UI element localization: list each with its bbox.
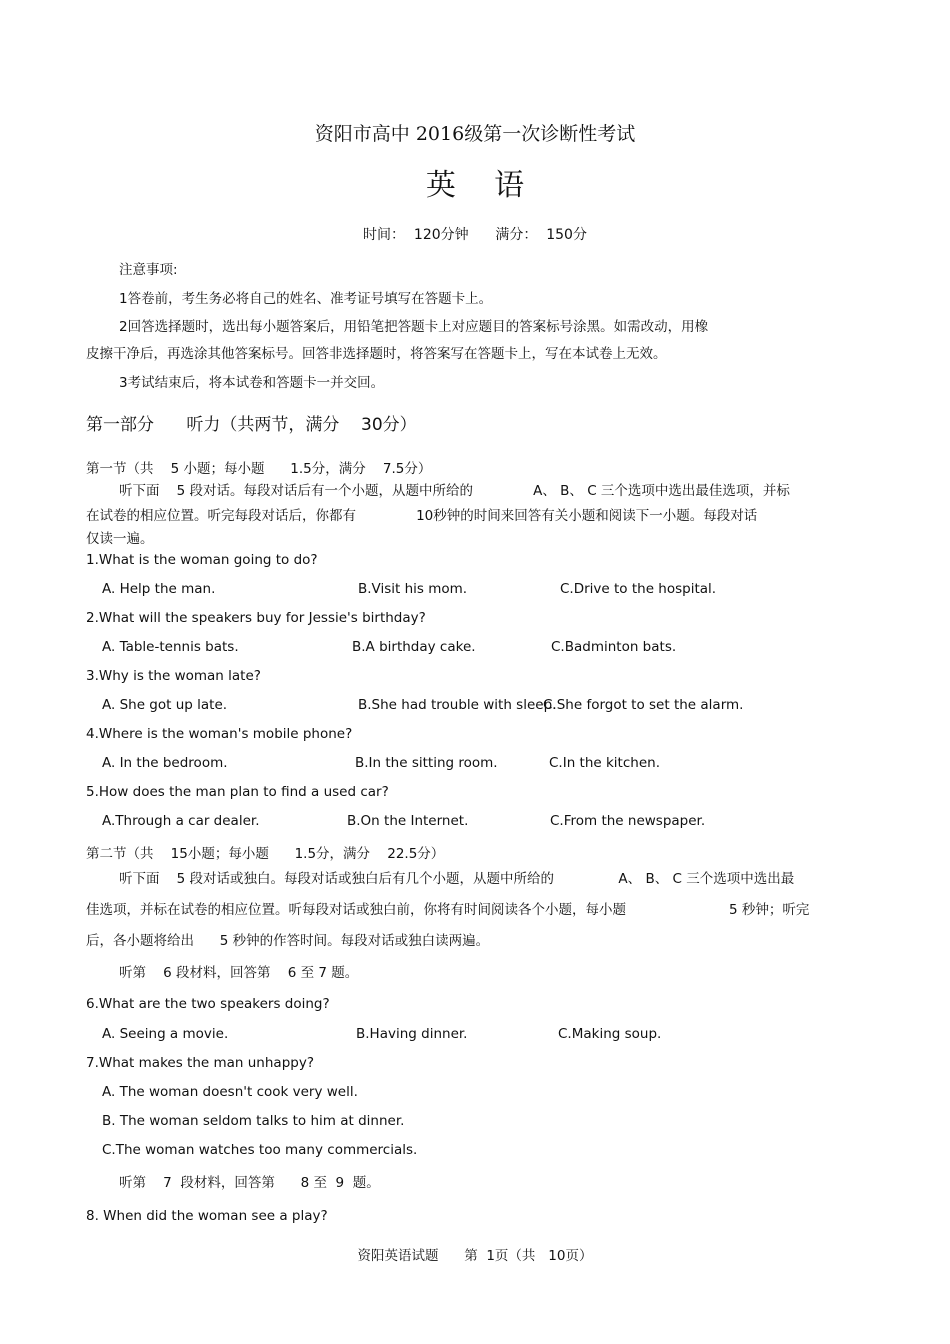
section2-title: 第二节（共 15小题；每小题 1.5分，满分 22.5分） xyxy=(86,846,445,862)
material-6-heading: 听第 6 段材料，回答第 6 至 7 题。 xyxy=(119,965,359,981)
q1-option-a: A. Help the man. xyxy=(102,581,216,597)
notes-heading: 注意事项: xyxy=(119,262,178,278)
exam-title: 资阳市高中 2016级第一次诊断性考试 xyxy=(314,123,636,145)
q2-option-a: A. Table-tennis bats. xyxy=(102,639,239,655)
q7-option-b: B. The woman seldom talks to him at dinner. xyxy=(102,1113,405,1129)
section1-instruction-line-3: 仅读一遍。 xyxy=(86,531,154,547)
q5-option-c: C.From the newspaper. xyxy=(550,813,706,829)
section1-instruction-line-2: 在试卷的相应位置。听完每段对话后，你都有 10秒钟的时间来回答有关小题和阅读下一小题。每段对话 xyxy=(86,508,758,524)
page-footer: 资阳英语试题 第 1页（共 10页） xyxy=(357,1248,593,1264)
q2-option-b: B.A birthday cake. xyxy=(352,639,476,655)
section2-instruction-line-1: 听下面 5 段对话或独白。每段对话或独白后有几个小题，从题中所给的 A、 B、 C 三个选项中选出最 xyxy=(119,871,795,887)
notes-item-2-line-1: 2回答选择题时，选出每小题答案后，用铅笔把答题卡上对应题目的答案标号涂黑。如需改动，用橡 xyxy=(119,319,709,335)
part1-title: 第一部分 听力（共两节，满分 30分） xyxy=(86,415,417,435)
q4-option-c: C.In the kitchen. xyxy=(549,755,660,771)
q5-option-b: B.On the Internet. xyxy=(347,813,469,829)
q7-option-c: C.The woman watches too many commercials. xyxy=(102,1142,418,1158)
notes-item-3: 3考试结束后，将本试卷和答题卡一并交回。 xyxy=(119,375,385,391)
question-2: 2.What will the speakers buy for Jessie's birthday? xyxy=(86,610,426,626)
time-score-line: 时间： 120分钟 满分： 150分 xyxy=(363,227,587,243)
q7-option-a: A. The woman doesn't cook very well. xyxy=(102,1084,358,1100)
material-7-heading: 听第 7 段材料，回答第 8 至 9 题。 xyxy=(119,1175,380,1191)
notes-item-1: 1答卷前，考生务必将自己的姓名、准考证号填写在答题卡上。 xyxy=(119,291,493,307)
section1-title: 第一节（共 5 小题；每小题 1.5分，满分 7.5分） xyxy=(86,461,432,477)
question-5: 5.How does the man plan to find a used car? xyxy=(86,784,389,800)
notes-item-2-line-2: 皮擦干净后，再选涂其他答案标号。回答非选择题时，将答案写在答题卡上，写在本试卷上无效。 xyxy=(86,346,667,362)
q6-option-b: B.Having dinner. xyxy=(356,1026,468,1042)
question-8: 8. When did the woman see a play? xyxy=(86,1208,328,1224)
section2-instruction-line-2: 佳选项，并标在试卷的相应位置。听每段对话或独白前，你将有时间阅读各个小题，每小题 5 秒钟；听完 xyxy=(86,902,810,918)
section2-instruction-line-3: 后，各小题将给出 5 秒钟的作答时间。每段对话或独白读两遍。 xyxy=(86,933,490,949)
subject-title: 英 语 xyxy=(425,168,525,203)
q3-option-a: A. She got up late. xyxy=(102,697,228,713)
q2-option-c: C.Badminton bats. xyxy=(551,639,677,655)
q4-option-a: A. In the bedroom. xyxy=(102,755,228,771)
q4-option-b: B.In the sitting room. xyxy=(355,755,498,771)
q6-option-a: A. Seeing a movie. xyxy=(102,1026,229,1042)
question-1: 1.What is the woman going to do? xyxy=(86,552,318,568)
q1-option-c: C.Drive to the hospital. xyxy=(560,581,717,597)
q6-option-c: C.Making soup. xyxy=(558,1026,662,1042)
question-4: 4.Where is the woman's mobile phone? xyxy=(86,726,353,742)
q5-option-a: A.Through a car dealer. xyxy=(102,813,260,829)
q3-option-b: B.She had trouble with sleep. xyxy=(358,697,557,713)
question-7: 7.What makes the man unhappy? xyxy=(86,1055,314,1071)
section1-instruction-line-1: 听下面 5 段对话。每段对话后有一个小题，从题中所给的 A、 B、 C 三个选项中选出最佳选项，并标 xyxy=(119,483,790,499)
question-6: 6.What are the two speakers doing? xyxy=(86,996,330,1012)
q1-option-b: B.Visit his mom. xyxy=(358,581,468,597)
question-3: 3.Why is the woman late? xyxy=(86,668,261,684)
q3-option-c: C.She forgot to set the alarm. xyxy=(543,697,744,713)
